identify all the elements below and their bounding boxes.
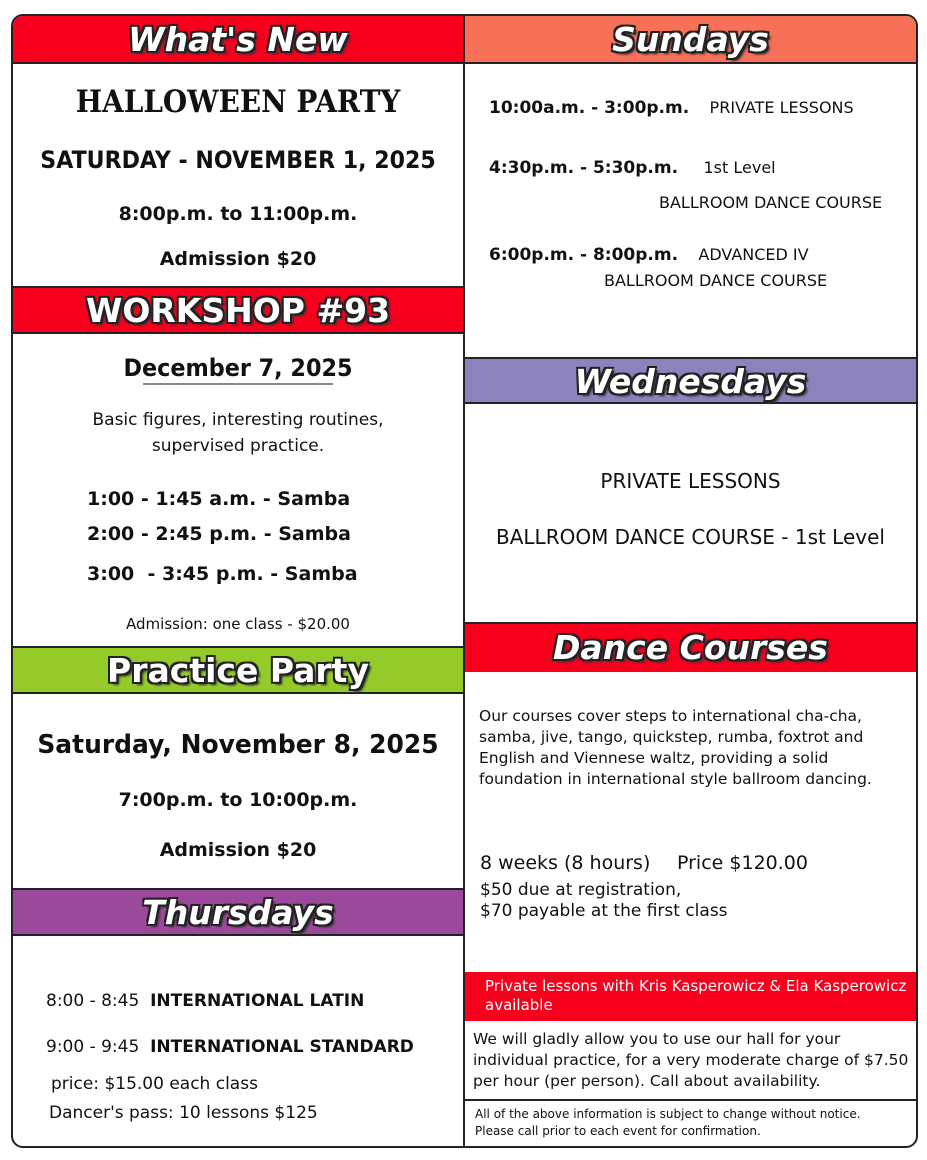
workshop-date-underline: [143, 383, 333, 385]
wednesday-line: PRIVATE LESSONS: [600, 469, 781, 493]
notice-divider: [465, 1099, 916, 1101]
sunday-row: [489, 158, 776, 178]
thursday-time: 9:00 - 9:45: [46, 1037, 140, 1057]
notice-line: All of the above information is subject to change without notice.: [475, 1107, 861, 1121]
private-lessons-banner: [465, 972, 916, 1021]
wednesdays-header: Wednesdays: [465, 357, 916, 404]
workshop-header: WORKSHOP #93: [13, 286, 463, 334]
sunday-time: 10:00a.m. - 3:00p.m.: [489, 98, 690, 118]
sunday-time: 6:00p.m. - 8:00p.m.: [489, 245, 679, 265]
private-lessons-line1: Private lessons with Kris Kasperowicz & Ela Kasperowicz: [485, 977, 907, 995]
dance-courses-desc-line: English and Viennese waltz, providing a solid: [479, 749, 829, 767]
thursday-row: [46, 1037, 414, 1057]
course-duration: 8 weeks (8 hours): [480, 852, 651, 874]
practice-party-date: Saturday, November 8, 2025: [37, 730, 439, 760]
workshop-class: 3:00 - 3:45 p.m. - Samba: [87, 563, 358, 585]
left-column: [13, 16, 465, 1146]
dance-courses-desc-line: Our courses cover steps to international cha-cha,: [479, 707, 862, 725]
workshop-class: 1:00 - 1:45 a.m. - Samba: [87, 488, 351, 510]
practice-party-admission: Admission $20: [159, 839, 317, 861]
halloween-title: HALLOWEEN PARTY: [75, 84, 401, 120]
dance-courses-desc-line: samba, jive, tango, quickstep, rumba, foxtrot and: [479, 728, 864, 746]
workshop-admission: Admission: one class - $20.00: [126, 615, 350, 633]
dance-courses-header: Dance Courses: [465, 622, 916, 672]
private-lessons-line2: available: [485, 996, 553, 1014]
halloween-time: 8:00p.m. to 11:00p.m.: [118, 203, 358, 225]
hall-practice-line: per hour (per person). Call about availability.: [473, 1072, 821, 1090]
thursday-class-name: INTERNATIONAL STANDARD: [150, 1037, 414, 1057]
workshop-class: 2:00 - 2:45 p.m. - Samba: [87, 523, 351, 545]
workshop-desc-line2: supervised practice.: [151, 436, 325, 456]
course-price: Price $120.00: [677, 852, 808, 874]
wednesday-line: BALLROOM DANCE COURSE - 1st Level: [496, 525, 885, 549]
sunday-desc: ADVANCED IV: [698, 245, 809, 264]
thursday-class-name: INTERNATIONAL LATIN: [150, 991, 365, 1011]
course-due-registration: $50 due at registration,: [480, 880, 682, 900]
sunday-time: 4:30p.m. - 5:30p.m.: [489, 158, 679, 178]
thursday-time: 8:00 - 8:45: [46, 991, 140, 1011]
right-column: [465, 16, 916, 1146]
sunday-desc-second-line: BALLROOM DANCE COURSE: [604, 271, 828, 290]
whats-new-header: What's New: [13, 16, 463, 64]
course-due-first-class: $70 payable at the first class: [480, 901, 728, 921]
thursday-price: price: $15.00 each class: [51, 1074, 258, 1094]
thursday-pass: Dancer's pass: 10 lessons $125: [49, 1103, 318, 1123]
halloween-admission: Admission $20: [159, 248, 317, 270]
sunday-row: [489, 98, 854, 118]
sunday-desc: 1st Level: [703, 158, 776, 177]
thursday-row: [46, 991, 364, 1011]
hall-practice-line: We will gladly allow you to use our hall for your: [473, 1030, 841, 1048]
thursdays-header: Thursdays: [13, 888, 463, 936]
practice-party-time: 7:00p.m. to 10:00p.m.: [118, 789, 358, 811]
dance-courses-desc-line: foundation in international style ballroom dancing.: [479, 770, 872, 788]
sunday-desc-second-line: BALLROOM DANCE COURSE: [659, 193, 883, 212]
schedule-frame: [11, 14, 918, 1148]
practice-party-header: Practice Party: [13, 646, 463, 694]
workshop-date: December 7, 2025: [123, 354, 353, 382]
workshop-desc-line1: Basic figures, interesting routines,: [92, 410, 384, 430]
halloween-date: SATURDAY - NOVEMBER 1, 2025: [40, 146, 436, 174]
sunday-desc: PRIVATE LESSONS: [709, 98, 854, 117]
sundays-header: Sundays: [465, 16, 916, 64]
sunday-row: [489, 245, 809, 265]
hall-practice-line: individual practice, for a very moderate charge of $7.50: [473, 1051, 909, 1069]
notice-line: Please call prior to each event for confirmation.: [475, 1124, 761, 1138]
